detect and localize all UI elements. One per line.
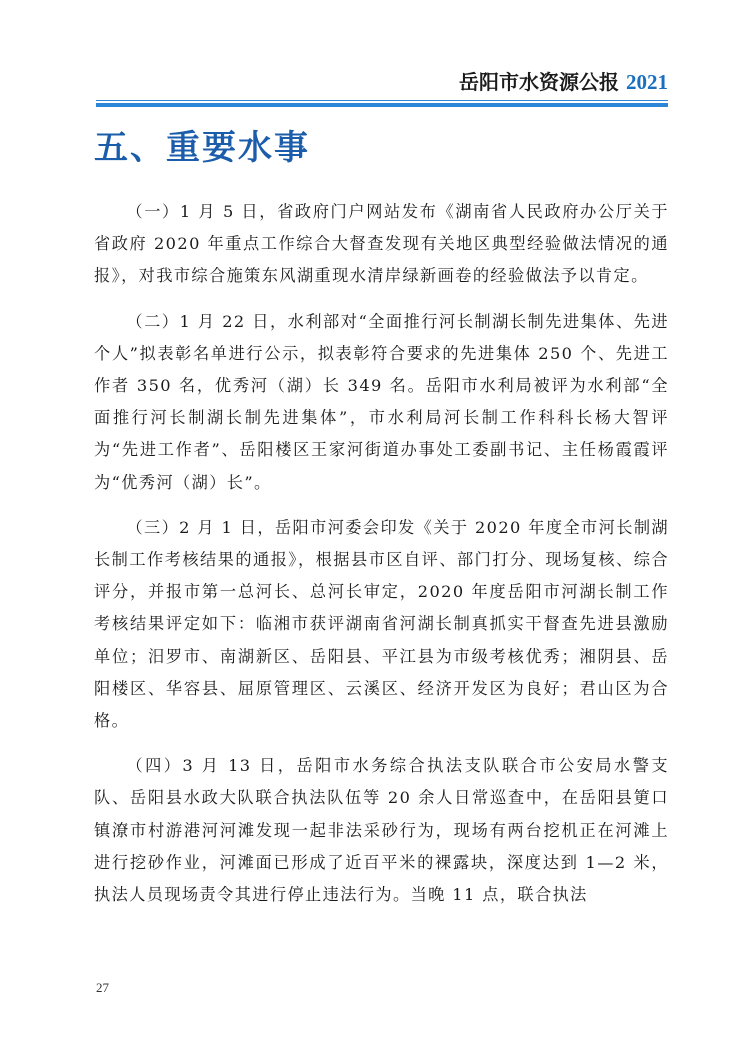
- section-title: 五、重要水事: [94, 128, 310, 168]
- body-text: [94, 196, 669, 924]
- header-year: 2021: [626, 70, 668, 94]
- page-number: 27: [96, 980, 109, 995]
- paragraph-2: （二）1 月 22 日，水利部对“全面推行河长制湖长制先进集体、先进个人”拟表彰名单进行公示，拟表彰符合要求的先进集体 250 个、先进工作者 350 名，优秀河（湖）长 349 名。岳阳市水利局被评为水利部“全面推行河长制湖长制先进集体”，市水利局河长制工作科科长杨大智评为“先进工作者”、岳阳楼区王家河街道办事处工委副书记、主任杨霞霞评为“优秀河（湖）长”。: [94, 311, 669, 492]
- header-rule-thick: [96, 103, 668, 107]
- header-title: 岳阳市水资源公报: [459, 70, 620, 94]
- paragraph-1: （一）1 月 5 日，省政府门户网站发布《湖南省人民政府办公厅关于省政府 2020 年重点工作综合大督查发现有关地区典型经验做法情况的通报》，对我市综合施策东风湖重现水清岸绿新画卷的经验做法予以肯定。: [94, 202, 669, 286]
- paragraph-4: （四）3 月 13 日，岳阳市水务综合执法支队联合市公安局水警支队、岳阳县水政大队联合执法队伍等 20 余人日常巡查中，在岳阳县筻口镇潦市村游港河河滩发现一起非法采砂行为，现场有两台挖机正在河滩上进行挖砂作业，河滩面已形成了近百平米的裸露块，深度达到 1—2 米，执法人员现场责令其进行停止违法行为。当晚 11 点，联合执法: [94, 756, 669, 905]
- paragraph-3: （三）2 月 1 日，岳阳市河委会印发《关于 2020 年度全市河长制湖长制工作考核结果的通报》，根据县市区自评、部门打分、现场复核、综合评分，并报市第一总河长、总河长审定，2020 年度岳阳市河湖长制工作考核结果评定如下：临湘市获评湖南省河湖长制真抓实干督查先进县激励单位；汨罗市、南湖新区、岳阳县、平江县为市级考核优秀；湘阴县、岳阳楼区、华容县、屈原管理区、云溪区、经济开发区为良好；君山区为合格。: [94, 517, 669, 731]
- running-header: [96, 66, 668, 95]
- header-rule-thin: [96, 100, 668, 101]
